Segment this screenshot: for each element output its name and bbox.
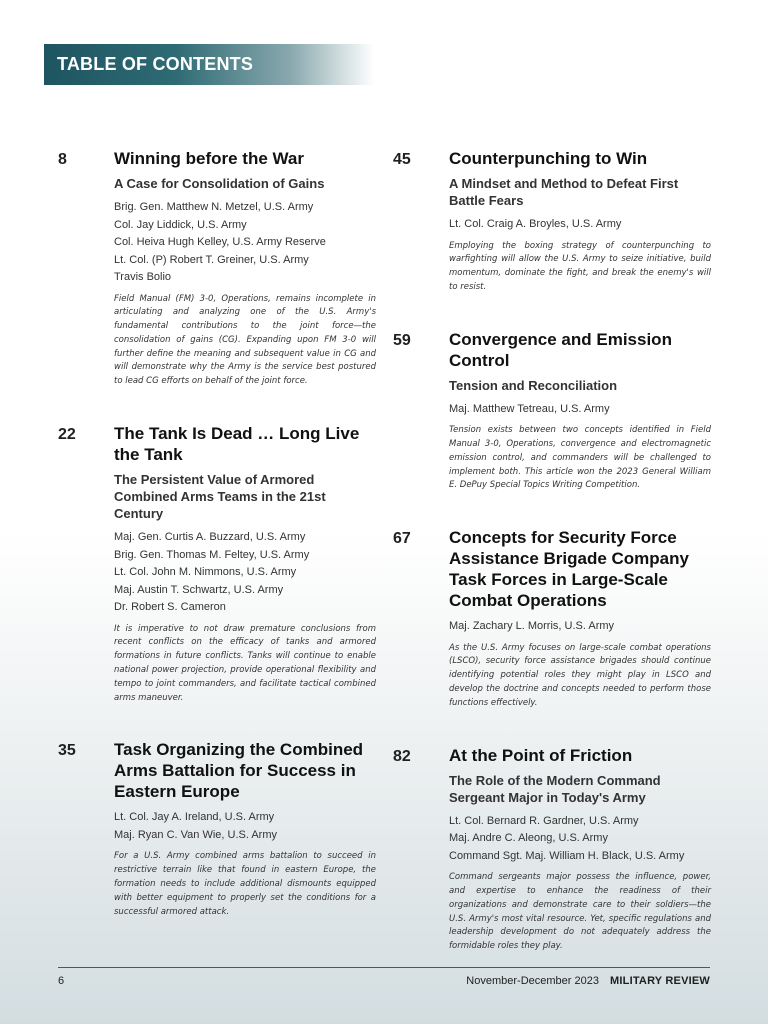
author: Brig. Gen. Matthew N. Metzel, U.S. Army (114, 201, 314, 213)
entry-subtitle: The Role of the Modern Command Sergeant Major in Today's Army (449, 772, 661, 805)
entry-authors (449, 813, 711, 866)
toc-entry[interactable] (393, 148, 711, 295)
toc-entry[interactable] (58, 739, 376, 919)
entry-page-number: 59 (393, 331, 411, 349)
entry-title[interactable]: Concepts for Security Force Assistance Brigade Company Task Forces in Large-Scale Combat Operations (449, 528, 689, 611)
entry-summary: Field Manual (FM) 3-0, Operations, remains incomplete in articulating and analyzing one of the U.S. Army's fundamental contributions to the joint force—the consolidation of gains (CG). Expanding upon FM 3-0 will further define the meaning and subsequent value in CG and will demonstrate why the Army is the service best postured to lead CG efforts on behalf of the joint force. (114, 293, 376, 387)
right-column (393, 148, 711, 954)
entry-summary: It is imperative to not draw premature conclusions from recent conflicts on the efficacy of tanks and armored formations in future conflicts. Tanks will continue to enable national power projection, provide operational flexibility and tempo to joint commanders, and facilitate tactical combined arms maneuver. (114, 623, 376, 703)
entry-authors (114, 809, 376, 844)
entry-authors (114, 199, 376, 287)
footer-divider (58, 967, 710, 968)
entry-authors (449, 216, 711, 234)
entry-authors (449, 401, 711, 419)
entry-page-number: 35 (58, 742, 76, 760)
author: Brig. Gen. Thomas M. Feltey, U.S. Army (114, 548, 310, 561)
author: Command Sgt. Maj. William H. Black, U.S. Army (449, 849, 685, 862)
author: Lt. Col. John M. Nimmons, U.S. Army (114, 566, 297, 579)
entry-title[interactable]: Task Organizing the Combined Arms Battalion for Success in Eastern Europe (114, 740, 364, 802)
issue-date: November-December 2023 (466, 975, 599, 987)
entry-title[interactable]: The Tank Is Dead … Long Live the Tank (114, 424, 360, 465)
entry-subtitle: A Case for Consolidation of Gains (114, 176, 325, 191)
entry-title[interactable]: Convergence and Emission Control (449, 329, 672, 370)
author: Dr. Robert S. Cameron (114, 601, 226, 614)
author: Lt. Col. Bernard R. Gardner, U.S. Army (449, 814, 639, 827)
author: Lt. Col. (P) Robert T. Greiner, U.S. Army (114, 253, 309, 266)
author: Maj. Andre C. Aleong, U.S. Army (449, 832, 608, 845)
toc-entry[interactable] (58, 423, 376, 705)
entry-page-number: 22 (58, 426, 76, 444)
publication-name: MILITARY REVIEW (610, 975, 710, 987)
author: Col. Heiva Hugh Kelley, U.S. Army Reserve (114, 236, 326, 248)
author: Maj. Austin T. Schwartz, U.S. Army (114, 583, 284, 596)
entry-summary: As the U.S. Army focuses on large-scale combat operations (LSCO), security force assistance brigades should continue identifying potential roles they might play in LSCO and develop the doctrine and concepts needed to perform those functions effectively. (449, 642, 711, 708)
entry-authors (114, 529, 376, 617)
entry-summary: For a U.S. Army combined arms battalion to succeed in restrictive terrain like that found in eastern Europe, the formation needs to include additional dismounts equipped with better equipment to properly set the conditions for a successful armored attack. (114, 851, 376, 917)
entry-subtitle: Tension and Reconciliation (449, 377, 618, 393)
entry-page-number: 67 (393, 530, 411, 548)
entry-summary: Tension exists between two concepts identified in Field Manual 3-0, Operations, convergence and electromagnetic emission control, and commanders will be challenged to implement both. This article won the 2023 General William E. DePuy Special Topics Writing Competition. (449, 425, 711, 491)
entry-title[interactable]: At the Point of Friction (449, 745, 633, 765)
toc-entry[interactable] (393, 527, 711, 710)
entry-page-number: 45 (393, 151, 411, 168)
entry-authors (449, 618, 711, 636)
entry-summary: Command sergeants major possess the influence, power, and expertise to enhance the readiness of their organizations and demonstrate care to their soldiers—the U.S. Army's most vital resource. Yet, specific regulations and leadership development do not adequately address the formidable roles they play. (449, 872, 711, 952)
author: Maj. Gen. Curtis A. Buzzard, U.S. Army (114, 531, 306, 544)
entry-summary: Employing the boxing strategy of counterpunching to warfighting will allow the U.S. Army to seize initiative, build momentum, dominate the fight, and break the enemy's will to resist. (449, 240, 711, 292)
author: Lt. Col. Jay A. Ireland, U.S. Army (114, 811, 275, 824)
footer-issue (466, 975, 710, 987)
toc-entry[interactable] (393, 329, 711, 493)
author: Travis Bolio (114, 271, 172, 283)
entry-subtitle: A Mindset and Method to Defeat First Battle Fears (449, 176, 679, 208)
entry-title[interactable]: Counterpunching to Win (449, 149, 648, 168)
author: Maj. Zachary L. Morris, U.S. Army (449, 620, 615, 633)
entry-title[interactable]: Winning before the War (114, 149, 304, 168)
author: Maj. Ryan C. Van Wie, U.S. Army (114, 828, 278, 841)
entry-subtitle: The Persistent Value of Armored Combined Arms Teams in the 21st Century (114, 472, 326, 522)
toc-heading: TABLE OF CONTENTS (57, 54, 254, 74)
footer-page-number: 6 (58, 975, 65, 987)
left-column (58, 148, 376, 919)
entry-page-number: 82 (393, 747, 411, 765)
toc-entry[interactable] (58, 148, 376, 389)
entry-page-number: 8 (58, 151, 67, 168)
toc-entry[interactable] (393, 745, 711, 954)
toc-banner (44, 44, 374, 85)
author: Col. Jay Liddick, U.S. Army (114, 218, 247, 231)
author: Lt. Col. Craig A. Broyles, U.S. Army (449, 218, 622, 230)
author: Maj. Matthew Tetreau, U.S. Army (449, 402, 610, 415)
